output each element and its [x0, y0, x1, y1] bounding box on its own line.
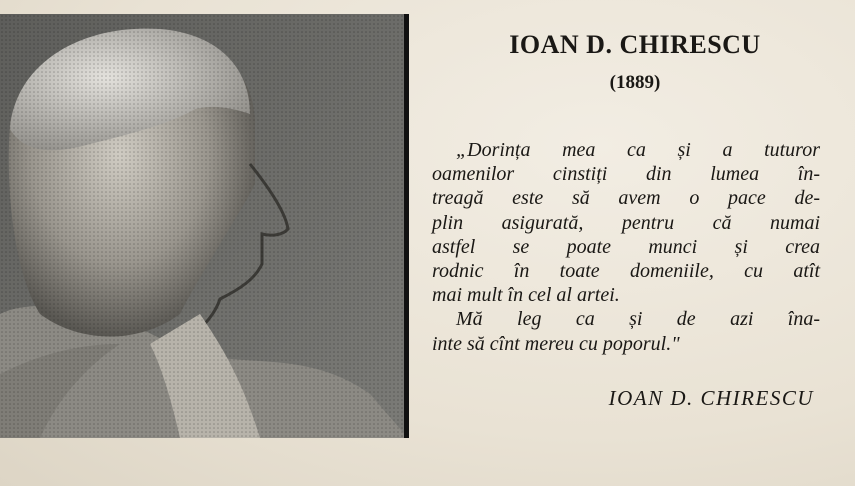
quote-line: mai mult în cel al artei. [432, 284, 620, 307]
page-title: IOAN D. CHIRESCU [509, 30, 761, 59]
quote-block [432, 138, 820, 356]
quote-line: „Dorința mea ca și a tuturor [456, 139, 820, 161]
quote-line: inte să cînt mereu cu poporul." [432, 332, 680, 355]
quote-line: treagă este să avem o pace de- [432, 187, 820, 210]
article-text [432, 30, 820, 411]
quote-line: plin asigurată, pentru că numai [432, 211, 820, 234]
quote-line: oamenilor cinstiți din lumea în- [432, 163, 820, 186]
quote-line: Mă leg ca și de azi îna- [456, 308, 820, 331]
quote-line: rodnic în toate domeniile, cu atît [432, 260, 820, 283]
portrait-photo [0, 14, 408, 438]
birth-year: (1889) [609, 72, 661, 93]
signature: IOAN D. CHIRESCU [608, 385, 814, 410]
photo-border [404, 14, 409, 438]
quote-line: astfel se poate munci și crea [432, 235, 820, 258]
